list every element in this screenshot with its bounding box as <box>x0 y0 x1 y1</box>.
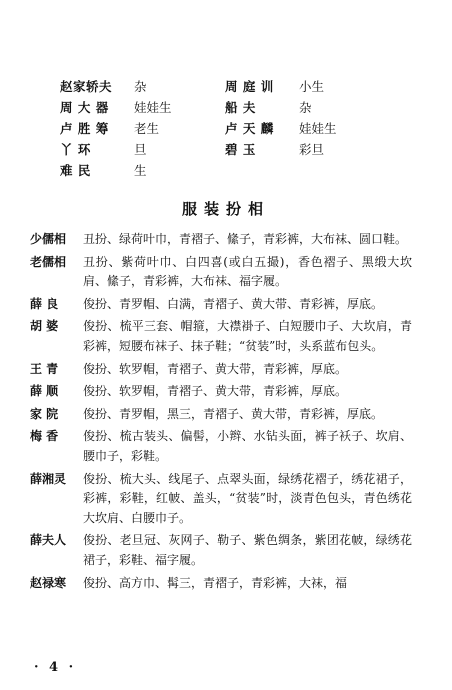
cast-entry <box>225 97 390 118</box>
character-name: 家 院 <box>30 406 59 421</box>
role-type: 杂 <box>134 79 147 94</box>
character-name: 少儒相 <box>30 232 67 246</box>
cast-entry <box>60 160 225 181</box>
character-name: 周 大 器 <box>60 100 109 115</box>
character-name: 薛夫人 <box>30 533 67 548</box>
cast-entry <box>60 97 225 118</box>
costume-description: 俊扮、高方巾、髯三，青褶子，青彩裤，大袜，福 <box>83 575 348 590</box>
role-type: 娃娃生 <box>299 121 337 136</box>
character-name: 赵家轿夫 <box>60 79 113 94</box>
cast-entry <box>225 139 390 160</box>
page-number: · 4 · <box>34 660 77 675</box>
cast-entry <box>225 76 390 97</box>
cast-row <box>60 118 390 139</box>
cast-row <box>60 160 390 181</box>
role-type: 杂 <box>299 100 312 115</box>
costume-list <box>30 230 412 596</box>
cast-list <box>60 76 390 181</box>
cast-row <box>60 97 390 118</box>
cast-entry <box>225 118 390 139</box>
character-name: 碧 玉 <box>225 142 256 157</box>
character-name: 难 民 <box>60 163 91 178</box>
cast-entry <box>60 76 225 97</box>
costume-description: 丑扮、紫荷叶巾、白四喜(或白五撮)，香色褶子、黑缎大坎肩、絛子，青彩裤，大布袜、福字履。 <box>83 254 412 289</box>
character-name: 老儒相 <box>30 254 67 269</box>
character-name: 胡 婆 <box>30 319 59 334</box>
costume-entry <box>30 531 412 570</box>
costume-description: 俊扮、青罗帽、白满，青褶子、黄大带、青彩裤，厚底。 <box>83 296 384 311</box>
costume-entry <box>30 427 412 466</box>
costume-description: 丑扮、绿荷叶巾，青褶子、絛子，青彩裤，大布袜、圆口鞋。 <box>83 232 408 246</box>
costume-entry <box>30 382 412 402</box>
cast-row <box>60 76 390 97</box>
role-type: 彩旦 <box>299 142 325 157</box>
costume-entry <box>30 253 412 292</box>
costume-description: 俊扮、梳平三套、帽箍，大襟褂子、白短腰巾子、大坎肩，青彩裤，短腰布袜子、抹子鞋；“贫装”时，头系蓝布包头。 <box>83 319 412 353</box>
cast-entry <box>60 139 225 160</box>
section-title: 服装扮相 <box>181 200 270 218</box>
costume-description: 俊扮、梳古装头、偏髻，小辫、水钻头面，裤子袄子、坎肩、腰巾子，彩鞋。 <box>83 429 412 463</box>
costume-entry <box>30 230 412 250</box>
character-name: 薛 顺 <box>30 384 59 399</box>
costume-description: 俊扮、软罗帽，青褶子、黄大带，青彩裤，厚底。 <box>83 384 348 399</box>
costume-entry <box>30 295 412 315</box>
role-type: 生 <box>134 163 147 178</box>
role-type: 小生 <box>299 79 325 94</box>
character-name: 卢 胜 筹 <box>60 121 109 136</box>
costume-entry <box>30 470 412 529</box>
character-name: 王 青 <box>30 361 59 376</box>
costume-description: 俊扮、老旦冠、灰网子、勒子、紫色绸条，紫团花帔，绿绣花裙子，彩鞋、福字履。 <box>83 533 412 567</box>
costume-entry <box>30 405 412 425</box>
character-name: 薛湘灵 <box>30 471 67 486</box>
role-type: 旦 <box>134 142 147 157</box>
character-name: 梅 香 <box>30 429 59 444</box>
character-name: 薛 良 <box>30 296 59 311</box>
character-name: 船 夫 <box>225 100 256 115</box>
costume-entry <box>30 317 412 356</box>
costume-description: 俊扮、青罗帽，黑三，青褶子、黄大带，青彩裤，厚底。 <box>83 406 384 421</box>
costume-entry <box>30 574 412 594</box>
character-name: 卢 天 麟 <box>225 121 274 136</box>
costume-description: 俊扮、梳大头、线尾子、点翠头面，绿绣花褶子，绣花裙子，彩裤，彩鞋，红帔、盖头，“贫装”时，淡青色包头，青色绣花大坎肩、白腰巾子。 <box>83 471 412 525</box>
character-name: 丫 环 <box>60 142 91 157</box>
cast-entry <box>60 118 225 139</box>
role-type: 老生 <box>134 121 160 136</box>
costume-description: 俊扮、软罗帽，青褶子、黄大带，青彩裤，厚底。 <box>83 361 348 376</box>
costume-entry <box>30 360 412 380</box>
character-name: 周 庭 训 <box>225 79 274 94</box>
role-type: 娃娃生 <box>134 100 172 115</box>
cast-row <box>60 139 390 160</box>
character-name: 赵禄寒 <box>30 575 67 590</box>
